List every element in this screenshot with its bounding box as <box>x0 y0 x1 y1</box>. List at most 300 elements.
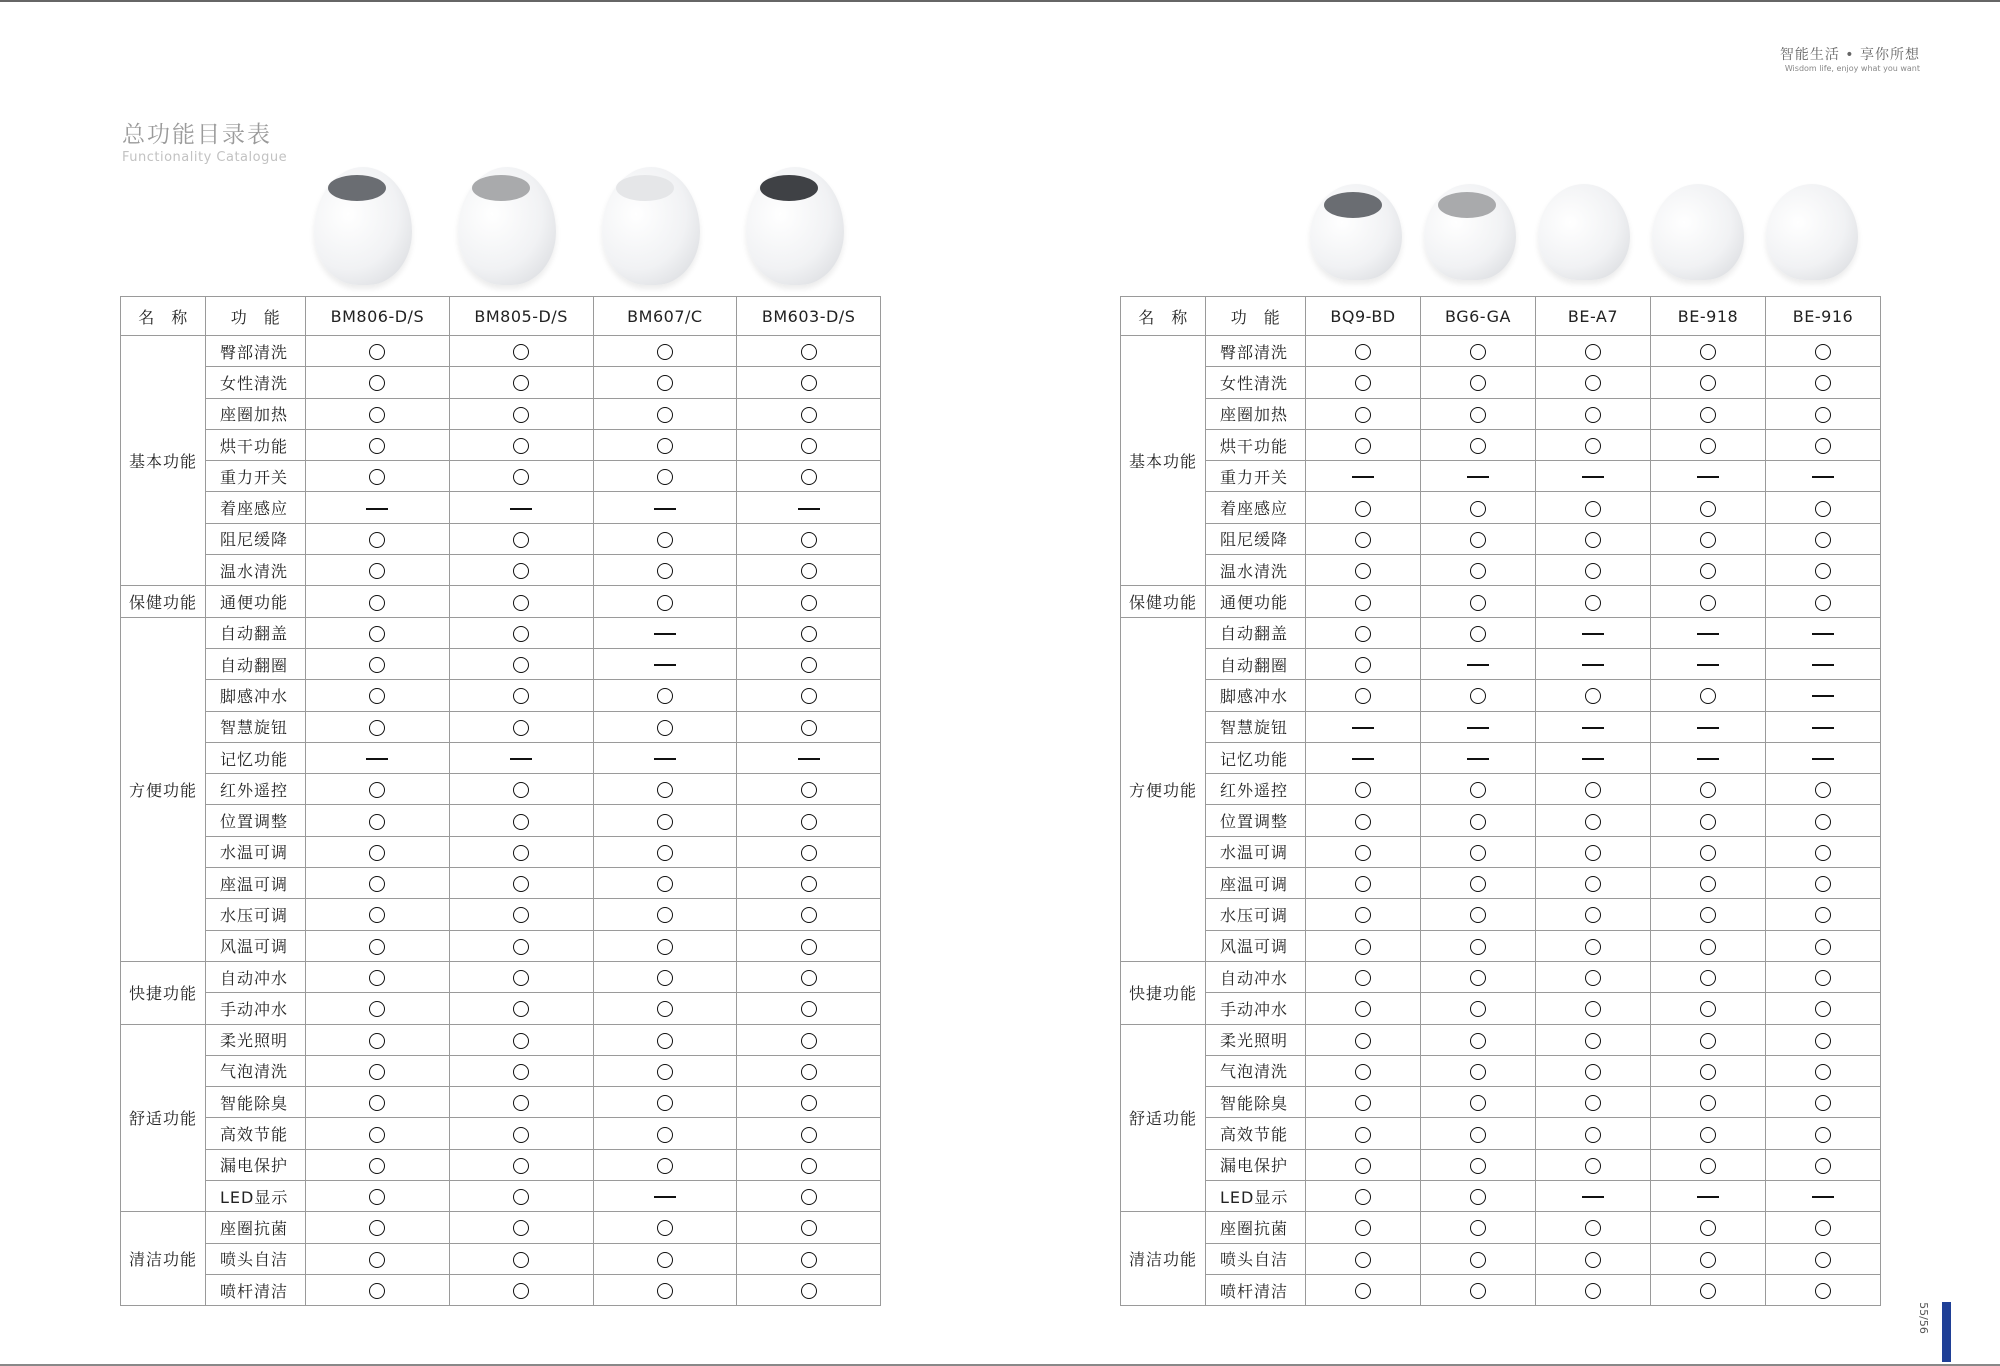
circle-icon <box>513 1033 529 1049</box>
value-cell <box>1651 1212 1766 1243</box>
circle-icon <box>1815 1127 1831 1143</box>
value-cell <box>737 461 881 492</box>
value-cell <box>1306 1274 1421 1305</box>
function-name-cell: 喷杆清洁 <box>206 1274 306 1305</box>
value-cell <box>593 711 737 742</box>
value-cell <box>1306 930 1421 961</box>
circle-icon <box>1585 1127 1601 1143</box>
circle-icon <box>1470 688 1486 704</box>
circle-icon <box>1355 907 1371 923</box>
circle-icon <box>369 1001 385 1017</box>
header-model: BM805-D/S <box>449 297 593 336</box>
function-name-cell: 记忆功能 <box>1206 742 1306 773</box>
value-cell <box>449 1181 593 1212</box>
value-cell <box>1536 429 1651 460</box>
function-name-cell: 高效节能 <box>206 1118 306 1149</box>
circle-icon <box>1815 1095 1831 1111</box>
table-row <box>121 961 881 992</box>
circle-icon <box>1355 1283 1371 1299</box>
circle-icon <box>1700 407 1716 423</box>
value-cell <box>1766 680 1881 711</box>
value-cell <box>449 429 593 460</box>
circle-icon <box>657 469 673 485</box>
value-cell <box>1766 1024 1881 1055</box>
table-row <box>1121 648 1881 679</box>
circle-icon <box>801 782 817 798</box>
circle-icon <box>1470 1001 1486 1017</box>
circle-icon <box>1470 344 1486 360</box>
value-cell <box>1421 1212 1536 1243</box>
function-name-cell: 女性清洗 <box>1206 367 1306 398</box>
value-cell <box>1651 961 1766 992</box>
value-cell <box>1421 993 1536 1024</box>
value-cell <box>449 367 593 398</box>
value-cell <box>737 1055 881 1086</box>
value-cell <box>1651 774 1766 805</box>
circle-icon <box>801 720 817 736</box>
value-cell <box>737 836 881 867</box>
value-cell <box>1306 868 1421 899</box>
circle-icon <box>513 939 529 955</box>
value-cell <box>449 523 593 554</box>
circle-icon <box>1700 1220 1716 1236</box>
circle-icon <box>801 1127 817 1143</box>
circle-icon <box>1470 970 1486 986</box>
value-cell <box>737 336 881 367</box>
circle-icon <box>369 1189 385 1205</box>
circle-icon <box>657 438 673 454</box>
value-cell <box>1306 711 1421 742</box>
value-cell <box>1536 1274 1651 1305</box>
table-row <box>1121 586 1881 617</box>
value-cell <box>1306 680 1421 711</box>
function-name-cell: 温水清洗 <box>206 555 306 586</box>
table-row <box>121 617 881 648</box>
table-row <box>121 1181 881 1212</box>
circle-icon <box>657 970 673 986</box>
circle-icon <box>657 532 673 548</box>
circle-icon <box>513 845 529 861</box>
circle-icon <box>1585 1252 1601 1268</box>
value-cell <box>1651 742 1766 773</box>
value-cell <box>1766 993 1881 1024</box>
circle-icon <box>657 939 673 955</box>
value-cell <box>1421 523 1536 554</box>
header-name: 名 称 <box>121 297 206 336</box>
value-cell <box>306 555 450 586</box>
toilet-lid <box>1666 192 1724 218</box>
value-cell <box>1651 555 1766 586</box>
value-cell <box>593 1181 737 1212</box>
value-cell <box>1306 1181 1421 1212</box>
table-row <box>1121 1118 1881 1149</box>
value-cell <box>306 1118 450 1149</box>
circle-icon <box>1355 1127 1371 1143</box>
circle-icon <box>513 375 529 391</box>
circle-icon <box>1585 688 1601 704</box>
function-name-cell: 智能除臭 <box>206 1087 306 1118</box>
circle-icon <box>1700 688 1716 704</box>
value-cell <box>1536 1024 1651 1055</box>
value-cell <box>1306 523 1421 554</box>
circle-icon <box>1585 814 1601 830</box>
circle-icon <box>1815 501 1831 517</box>
circle-icon <box>1355 1064 1371 1080</box>
page-number: 55/56 <box>1917 1302 1930 1334</box>
circle-icon <box>513 1158 529 1174</box>
circle-icon <box>657 1252 673 1268</box>
table-row <box>121 586 881 617</box>
dash-icon <box>1697 758 1719 760</box>
function-name-cell: 手动冲水 <box>206 993 306 1024</box>
circle-icon <box>1815 595 1831 611</box>
circle-icon <box>369 1283 385 1299</box>
category-cell: 舒适功能 <box>121 1024 206 1212</box>
table-row <box>1121 1087 1881 1118</box>
circle-icon <box>1355 563 1371 579</box>
circle-icon <box>1700 563 1716 579</box>
value-cell <box>1651 1118 1766 1149</box>
value-cell <box>1651 930 1766 961</box>
value-cell <box>1651 617 1766 648</box>
function-name-cell: 脚感冲水 <box>1206 680 1306 711</box>
toilet-lid <box>1438 192 1496 218</box>
circle-icon <box>1700 1001 1716 1017</box>
circle-icon <box>369 532 385 548</box>
function-name-cell: 红外遥控 <box>1206 774 1306 805</box>
function-name-cell: 水温可调 <box>1206 836 1306 867</box>
value-cell <box>1536 961 1651 992</box>
table-row <box>121 492 881 523</box>
table-row <box>1121 836 1881 867</box>
dash-icon <box>654 633 676 635</box>
value-cell <box>593 1149 737 1180</box>
toilet-lid <box>760 175 818 201</box>
function-table-left <box>120 296 881 1306</box>
function-name-cell: 着座感应 <box>1206 492 1306 523</box>
value-cell <box>306 711 450 742</box>
circle-icon <box>369 1220 385 1236</box>
function-name-cell: 自动翻圈 <box>206 648 306 679</box>
circle-icon <box>369 782 385 798</box>
circle-icon <box>657 1095 673 1111</box>
header-model: BG6-GA <box>1421 297 1536 336</box>
circle-icon <box>1355 595 1371 611</box>
table-row <box>1121 523 1881 554</box>
value-cell <box>737 648 881 679</box>
function-name-cell: 重力开关 <box>206 461 306 492</box>
circle-icon <box>1585 375 1601 391</box>
dash-icon <box>1812 727 1834 729</box>
circle-icon <box>1815 344 1831 360</box>
table-row <box>121 899 881 930</box>
value-cell <box>737 711 881 742</box>
value-cell <box>1651 899 1766 930</box>
function-name-cell: LED显示 <box>206 1181 306 1212</box>
circle-icon <box>1470 532 1486 548</box>
table-row <box>121 1149 881 1180</box>
circle-icon <box>369 407 385 423</box>
circle-icon <box>1585 595 1601 611</box>
value-cell <box>306 930 450 961</box>
circle-icon <box>1585 563 1601 579</box>
value-cell <box>1766 523 1881 554</box>
value-cell <box>1421 1055 1536 1086</box>
table-row <box>1121 805 1881 836</box>
value-cell <box>593 336 737 367</box>
value-cell <box>306 1243 450 1274</box>
value-cell <box>449 586 593 617</box>
dash-icon <box>510 758 532 760</box>
function-name-cell: 漏电保护 <box>206 1149 306 1180</box>
function-name-cell: 自动翻盖 <box>1206 617 1306 648</box>
table-row <box>1121 961 1881 992</box>
circle-icon <box>801 1189 817 1205</box>
value-cell <box>593 1087 737 1118</box>
dash-icon <box>1697 1196 1719 1198</box>
value-cell <box>1536 899 1651 930</box>
value-cell <box>1766 586 1881 617</box>
value-cell <box>306 586 450 617</box>
circle-icon <box>1700 1095 1716 1111</box>
circle-icon <box>513 1252 529 1268</box>
circle-icon <box>1355 532 1371 548</box>
circle-icon <box>369 657 385 673</box>
value-cell <box>1766 429 1881 460</box>
circle-icon <box>1470 626 1486 642</box>
value-cell <box>1421 1243 1536 1274</box>
header-model: BM806-D/S <box>306 297 450 336</box>
category-cell: 清洁功能 <box>121 1212 206 1306</box>
value-cell <box>1651 429 1766 460</box>
dash-icon <box>1467 758 1489 760</box>
function-name-cell: 烘干功能 <box>1206 429 1306 460</box>
function-name-cell: 自动翻盖 <box>206 617 306 648</box>
circle-icon <box>1585 782 1601 798</box>
value-cell <box>449 1243 593 1274</box>
value-cell <box>449 336 593 367</box>
value-cell <box>1651 586 1766 617</box>
table-row <box>1121 742 1881 773</box>
table-row <box>1121 868 1881 899</box>
value-cell <box>1421 398 1536 429</box>
value-cell <box>1536 993 1651 1024</box>
function-name-cell: 座圈加热 <box>1206 398 1306 429</box>
category-cell: 基本功能 <box>121 336 206 586</box>
value-cell <box>449 555 593 586</box>
table-row <box>121 336 881 367</box>
value-cell <box>1421 805 1536 836</box>
circle-icon <box>1470 501 1486 517</box>
circle-icon <box>1700 1127 1716 1143</box>
value-cell <box>1306 586 1421 617</box>
function-name-cell: 漏电保护 <box>1206 1149 1306 1180</box>
value-cell <box>593 680 737 711</box>
value-cell <box>1421 930 1536 961</box>
value-cell <box>737 1181 881 1212</box>
circle-icon <box>1355 970 1371 986</box>
table-row <box>121 398 881 429</box>
value-cell <box>1421 461 1536 492</box>
dash-icon <box>1697 633 1719 635</box>
circle-icon <box>1585 438 1601 454</box>
table-row <box>1121 461 1881 492</box>
circle-icon <box>1585 1158 1601 1174</box>
value-cell <box>449 961 593 992</box>
function-name-cell: 水压可调 <box>1206 899 1306 930</box>
circle-icon <box>1815 782 1831 798</box>
dash-icon <box>1812 633 1834 635</box>
value-cell <box>737 805 881 836</box>
circle-icon <box>1700 1158 1716 1174</box>
value-cell <box>1306 555 1421 586</box>
value-cell <box>1306 961 1421 992</box>
value-cell <box>1421 492 1536 523</box>
header-model: BM603-D/S <box>737 297 881 336</box>
value-cell <box>1536 367 1651 398</box>
value-cell <box>306 961 450 992</box>
circle-icon <box>1470 1095 1486 1111</box>
value-cell <box>1421 1149 1536 1180</box>
table-row <box>1121 617 1881 648</box>
circle-icon <box>1700 1252 1716 1268</box>
value-cell <box>1651 461 1766 492</box>
circle-icon <box>1585 907 1601 923</box>
value-cell <box>593 555 737 586</box>
circle-icon <box>513 657 529 673</box>
table-row <box>1121 680 1881 711</box>
value-cell <box>737 586 881 617</box>
value-cell <box>737 993 881 1024</box>
circle-icon <box>1355 375 1371 391</box>
value-cell <box>1306 1149 1421 1180</box>
dash-icon <box>1812 664 1834 666</box>
table-row <box>121 774 881 805</box>
function-name-cell: 臀部清洗 <box>206 336 306 367</box>
table-row <box>121 1087 881 1118</box>
function-table-right <box>1120 296 1881 1306</box>
function-name-cell: 座温可调 <box>1206 868 1306 899</box>
dash-icon <box>1467 727 1489 729</box>
circle-icon <box>513 344 529 360</box>
value-cell <box>1421 836 1536 867</box>
circle-icon <box>1470 563 1486 579</box>
value-cell <box>1766 336 1881 367</box>
value-cell <box>1651 805 1766 836</box>
value-cell <box>1421 1181 1536 1212</box>
circle-icon <box>1470 782 1486 798</box>
function-name-cell: 臀部清洗 <box>1206 336 1306 367</box>
value-cell <box>449 1055 593 1086</box>
dash-icon <box>1697 476 1719 478</box>
function-name-cell: 红外遥控 <box>206 774 306 805</box>
table-row <box>121 555 881 586</box>
circle-icon <box>513 720 529 736</box>
circle-icon <box>1700 375 1716 391</box>
table-row <box>121 836 881 867</box>
value-cell <box>1421 1274 1536 1305</box>
circle-icon <box>1815 1064 1831 1080</box>
circle-icon <box>657 1220 673 1236</box>
table-row <box>1121 336 1881 367</box>
circle-icon <box>1355 438 1371 454</box>
value-cell <box>449 1118 593 1149</box>
circle-icon <box>801 939 817 955</box>
circle-icon <box>513 814 529 830</box>
circle-icon <box>801 907 817 923</box>
circle-icon <box>513 1220 529 1236</box>
value-cell <box>1306 993 1421 1024</box>
circle-icon <box>1585 1220 1601 1236</box>
table-row <box>1121 1055 1881 1086</box>
circle-icon <box>657 1283 673 1299</box>
value-cell <box>1536 1149 1651 1180</box>
value-cell <box>1651 648 1766 679</box>
value-cell <box>449 805 593 836</box>
function-name-cell: 阻尼缓降 <box>206 523 306 554</box>
value-cell <box>1536 1055 1651 1086</box>
circle-icon <box>369 563 385 579</box>
circle-icon <box>1585 876 1601 892</box>
top-border-line <box>0 0 2000 2</box>
circle-icon <box>801 688 817 704</box>
dash-icon <box>1467 476 1489 478</box>
toilet-image <box>602 167 700 285</box>
value-cell <box>1536 868 1651 899</box>
circle-icon <box>369 375 385 391</box>
table-row <box>1121 555 1881 586</box>
value-cell <box>737 617 881 648</box>
value-cell <box>1536 930 1651 961</box>
value-cell <box>1766 805 1881 836</box>
circle-icon <box>369 970 385 986</box>
circle-icon <box>801 1001 817 1017</box>
value-cell <box>1766 367 1881 398</box>
dash-icon <box>1467 664 1489 666</box>
value-cell <box>1306 367 1421 398</box>
value-cell <box>1536 1087 1651 1118</box>
value-cell <box>449 993 593 1024</box>
circle-icon <box>1815 375 1831 391</box>
value-cell <box>1536 336 1651 367</box>
table-row <box>121 1055 881 1086</box>
value-cell <box>1306 774 1421 805</box>
circle-icon <box>801 438 817 454</box>
toilet-image <box>458 167 556 285</box>
circle-icon <box>1355 1095 1371 1111</box>
value-cell <box>449 648 593 679</box>
function-name-cell: 自动翻圈 <box>1206 648 1306 679</box>
table-row <box>1121 930 1881 961</box>
value-cell <box>1651 836 1766 867</box>
function-name-cell: 通便功能 <box>1206 586 1306 617</box>
value-cell <box>306 1181 450 1212</box>
category-cell: 清洁功能 <box>1121 1212 1206 1306</box>
table-row <box>121 742 881 773</box>
value-cell <box>306 429 450 460</box>
circle-icon <box>1815 563 1831 579</box>
value-cell <box>449 461 593 492</box>
value-cell <box>737 398 881 429</box>
function-name-cell: 烘干功能 <box>206 429 306 460</box>
circle-icon <box>1585 1001 1601 1017</box>
circle-icon <box>801 1095 817 1111</box>
toilet-image <box>1538 184 1630 280</box>
circle-icon <box>1700 595 1716 611</box>
value-cell <box>1651 711 1766 742</box>
function-name-cell: 座圈抗菌 <box>206 1212 306 1243</box>
circle-icon <box>369 814 385 830</box>
